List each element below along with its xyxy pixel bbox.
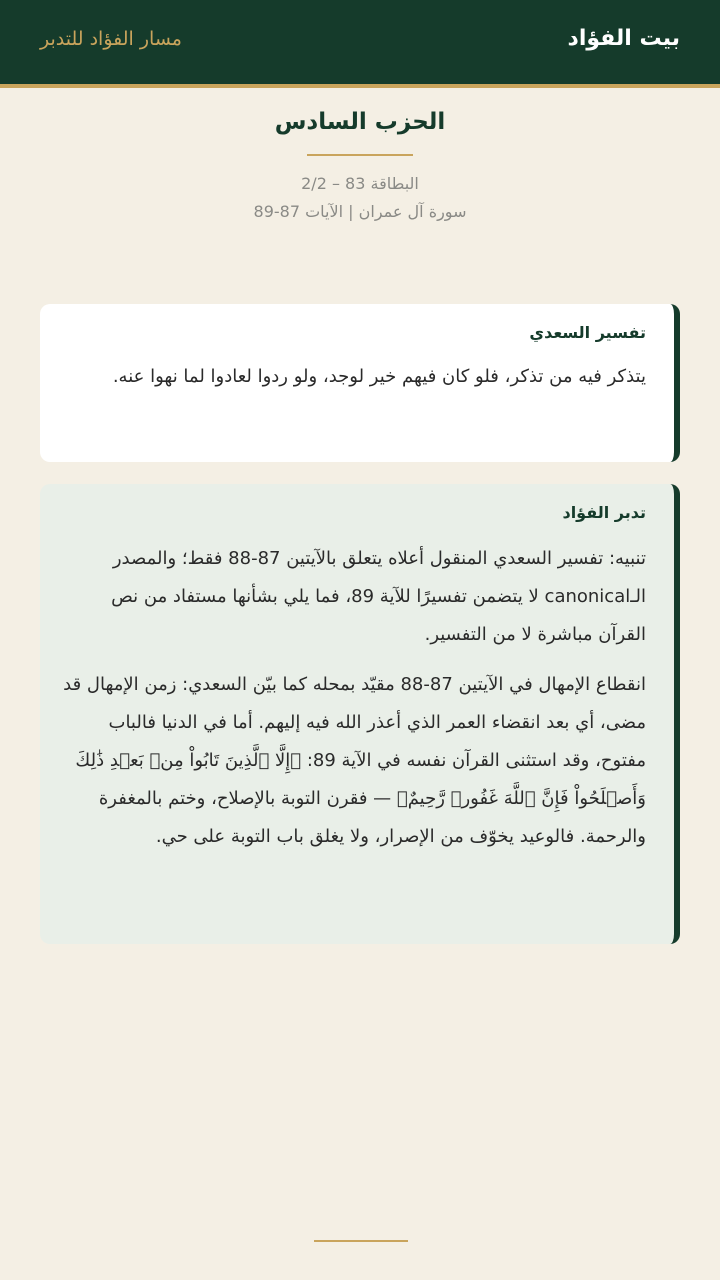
title-divider — [307, 154, 413, 156]
card-number: البطاقة 83 – 2/2 — [301, 174, 419, 193]
tadabbur-card-title: تدبر الفؤاد — [562, 503, 646, 522]
tadabbur-note-paragraph: تنبيه: تفسير السعدي المنقول أعلاه يتعلق بالآيتين 87-88 فقط؛ والمصدر الـcanonical لا يتضمن تفسيرًا للآية 89، فما يلي بشأنها مستفاد من نص القرآن مباشرة لا من التفسير. — [111, 548, 646, 645]
saadi-tafsir-card — [40, 304, 680, 462]
surah-info: سورة آل عمران | الآيات 87-89 — [253, 202, 467, 221]
app-header — [0, 0, 720, 88]
tadabbur-card — [40, 484, 680, 944]
saadi-card-title: تفسير السعدي — [529, 323, 646, 342]
hizb-title: الحزب السادس — [274, 109, 446, 135]
saadi-card-text: يتذكر فيه من تذكر، فلو كان فيهم خير لوجد، ولو ردوا لعادوا لما نهوا عنه. — [112, 366, 646, 387]
tadabbur-path-link[interactable]: مسار الفؤاد للتدبر — [40, 28, 182, 50]
footer-divider — [314, 1240, 408, 1242]
section-heading — [0, 104, 720, 226]
tadabbur-body-paragraph: انقطاع الإمهال في الآيتين 87-88 مقيّد بمحله كما بيّن السعدي: زمن الإمهال قد مضى، أي بعد انقضاء العمر الذي أعذر الله فيه إليهم. أما في الدنيا فالباب مفتوح، وقد استثنى القرآن نفسه في الآية 89: ﴿إِلَّا ٱلَّذِينَ تَابُواْ مِنۢ بَعۡدِ ذَٰلِكَ وَأَصۡلَحُواْ فَإِنَّ ٱللَّهَ غَفُورٞ رَّحِيمٌ﴾ — فقرن التوبة بالإصلاح، وختم بالمغفرة والرحمة. فالوعيد يخوّف من الإصرار، ولا يغلق باب التوبة على حي. — [63, 674, 646, 847]
brand-title[interactable]: بيت الفؤاد — [567, 26, 680, 51]
